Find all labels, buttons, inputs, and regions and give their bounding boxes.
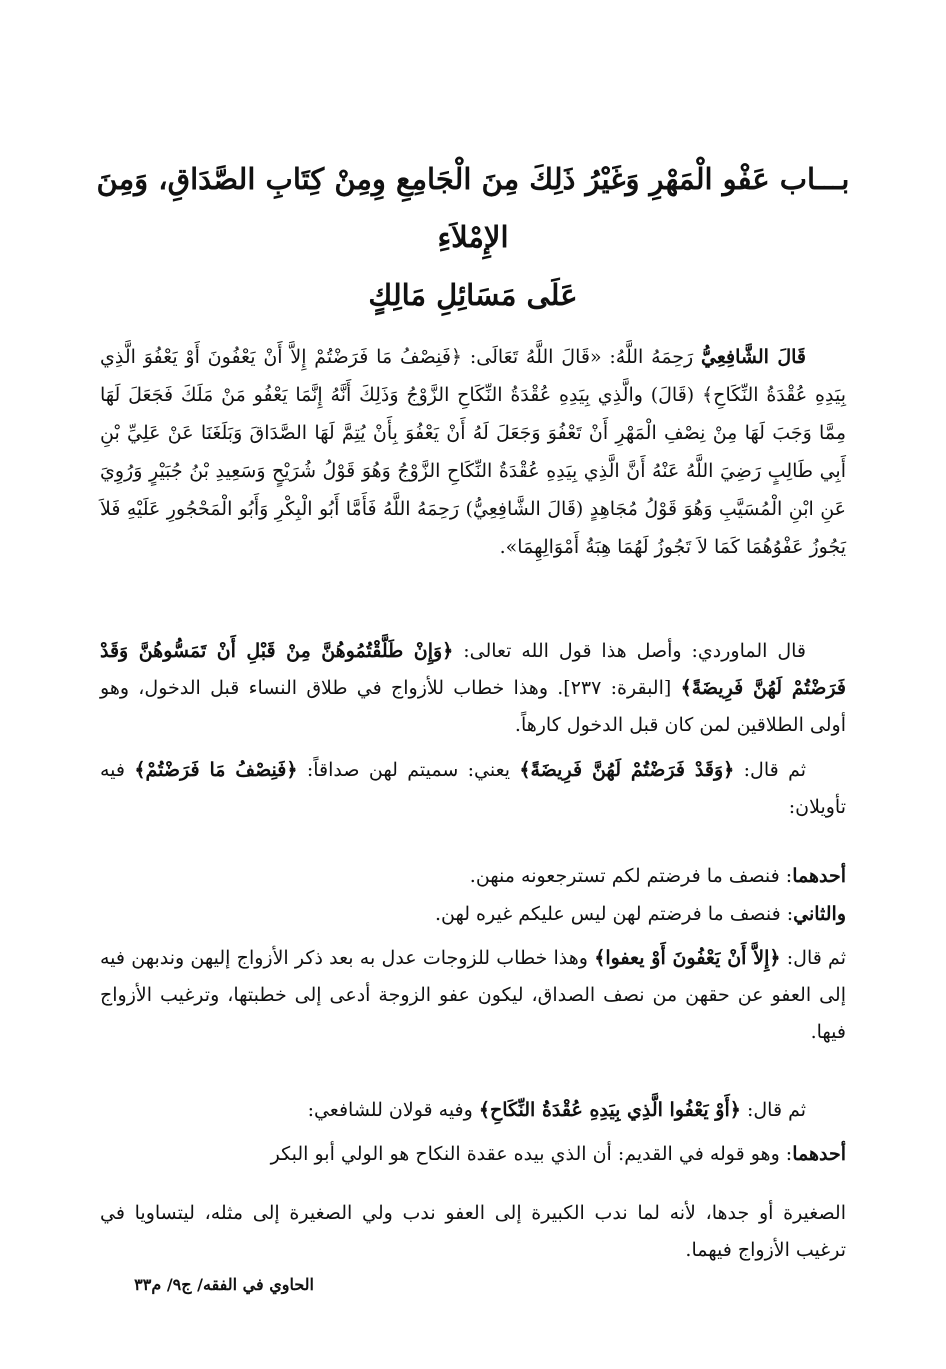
chapter-title-line-1: بـــاب عَفْو الْمَهْرِ وَغَيْرُ ذَلِكَ مِنَ الْجَامِعِ وِمِنْ كِتَابِ الصَّدَاقِ، وَمِنَ الإِمْلاَءِ (96, 162, 850, 254)
commentary-paragraph-4 (100, 1092, 846, 1129)
matn-text: رَحِمَهُ اللَّهُ: «قَالَ اللَّهُ تَعَالَى: ﴿فَنِصْفُ مَا فَرَضْتُمْ إِلاَّ أَنْ يَعْفُونَ أَوْ يَعْفُوَ الَّذِي بِيَدِهِ عُقْدَةُ النِّكَاحِ﴾ (قَالَ) والَّذِي بِيَدِهِ عُقْدَةُ النِّكَاحِ الزَّوْجُ وَذَلِكَ أَنَّهُ إِنَّمَا يَعْفُو مَنْ مَلَكَ فَجَعَلَ لَهَا مِمَّا وَجَبَ لَهَا مِنْ نِصْفِ الْمَهْرِ أَنْ تَعْفُوَ وَجَعَلَ لَهُ أَنْ يَعْفُوَ بِأَنْ يُتِمَّ لَهَا الصَّدَاقَ وَبَلَغَنَا عَنْ عَلِيِّ بْنِ أَبِي طَالِبٍ رَضِيَ اللَّهُ عَنْهُ أَنَّ الَّذِي بِيَدِهِ عُقْدَةُ النِّكَاحِ الزَّوْجُ وَهُوَ قَوْلُ شُرَيْحٍ وَسَعِيدِ بْنُ جُبَيْرٍ وَرُوِيَ عَنِ ابْنِ الْمُسَيَّبِ وَهُوَ قَوْلُ مُجَاهِدٍ (قَالَ الشَّافِعِيُّ) رَحِمَهُ اللَّهُ فَأَمَّا أَبُو الْبِكْرِ وَأَبُو الْمَحْجُورِ عَلَيْهِ فَلاَ يَجُوزُ عَفْوُهُمَا كَمَا لاَ تَجُوزُ لَهُمَا هِبَةُ أَمْوَالِهِمَا». (100, 346, 846, 558)
interpretation-1 (100, 858, 846, 895)
p5-text: : وهو قوله في القديم: أن الذي بيده عقدة النكاح هو الولي أبو البكر (270, 1143, 793, 1165)
first-opinion (100, 1136, 846, 1173)
p2-mid: يعني: سميتم لهن صداقاً: (297, 759, 520, 781)
p5-label: أحدهما (792, 1143, 846, 1165)
matn-paragraph (100, 338, 846, 566)
t1-label: أحدهما (792, 865, 846, 887)
chapter-title (90, 150, 856, 324)
commentary-paragraph-3 (100, 940, 846, 1051)
p3-lead: ثم قال: (780, 947, 846, 969)
p3-tail: وهذا خطاب للزوجات عدل به بعد ذكر الأزواج إليهن وندبهن فيه إلى العفو عن حقهن من نصف الصداق، ليكون عفو الزوجة أدعى إلى خطبتها، وترغيب الأزواج فيها. (100, 947, 846, 1043)
t1-text: : فنصف ما فرضتم لكم تسترجعونه منهن. (469, 865, 793, 887)
p3-verse: ﴿إِلاَّ أَنْ يَعْفُونَ أَوْ يعفوا﴾ (594, 947, 781, 969)
chapter-title-line-2: عَلَى مَسَائِلِ مَالِكٍ (368, 278, 578, 312)
p1-verse: ﴿وَإِنْ طَلَّقْتُمُوهُنَّ مِنْ قَبْلِ أَنْ تَمَسُّوهُنَّ وَقَدْ فَرَضْتُمْ لَهُنَّ فَرِيضَةً﴾ (100, 640, 846, 699)
p4-tail: وفيه قولان للشافعي: (307, 1099, 479, 1121)
matn-speaker: قَالَ الشَّافِعِيُّ (701, 346, 806, 368)
p4-lead: ثم قال: (740, 1099, 806, 1121)
p6-text: الصغيرة أو جدها، لأنه لما ندب الكبيرة إلى العفو ندب ولي الصغيرة إلى مثله، ليتساويا في ترغيب الأزواج فيهما. (100, 1202, 846, 1261)
p1-tail: [البقرة: ٢٣٧]. وهذا خطاب للأزواج في طلاق النساء قبل الدخول، وهو أولى الطلاقين لمن كان قبل الدخول كارهاً. (100, 677, 846, 736)
interpretation-2 (100, 896, 846, 933)
page-footer: الحاوي في الفقه/ ج٩/ م٣٣ (134, 1275, 314, 1294)
p4-verse: ﴿أَوْ يَعْفُوا الَّذِي بِيَدِهِ عُقْدَةُ النِّكَاحِ﴾ (478, 1099, 741, 1121)
p2-verse-1: ﴿وَقَدْ فَرَضْتُمْ لَهُنَّ فَرِيضَةً﴾ (519, 759, 735, 781)
p1-lead: قال الماوردي: وأصل هذا قول الله تعالى: (453, 640, 806, 662)
p2-lead: ثم قال: (734, 759, 807, 781)
commentary-paragraph-1 (100, 633, 846, 744)
first-opinion-continued (100, 1195, 846, 1269)
p2-tail: فيه تأويلان: (100, 759, 846, 818)
t2-text: : فنصف ما فرضتم لهن ليس عليكم غيره لهن. (434, 903, 794, 925)
commentary-paragraph-2 (100, 752, 846, 826)
p2-verse-2: ﴿فَنِصْفُ مَا فَرَضْتُمْ﴾ (134, 759, 298, 781)
t2-label: والثاني (793, 903, 846, 925)
